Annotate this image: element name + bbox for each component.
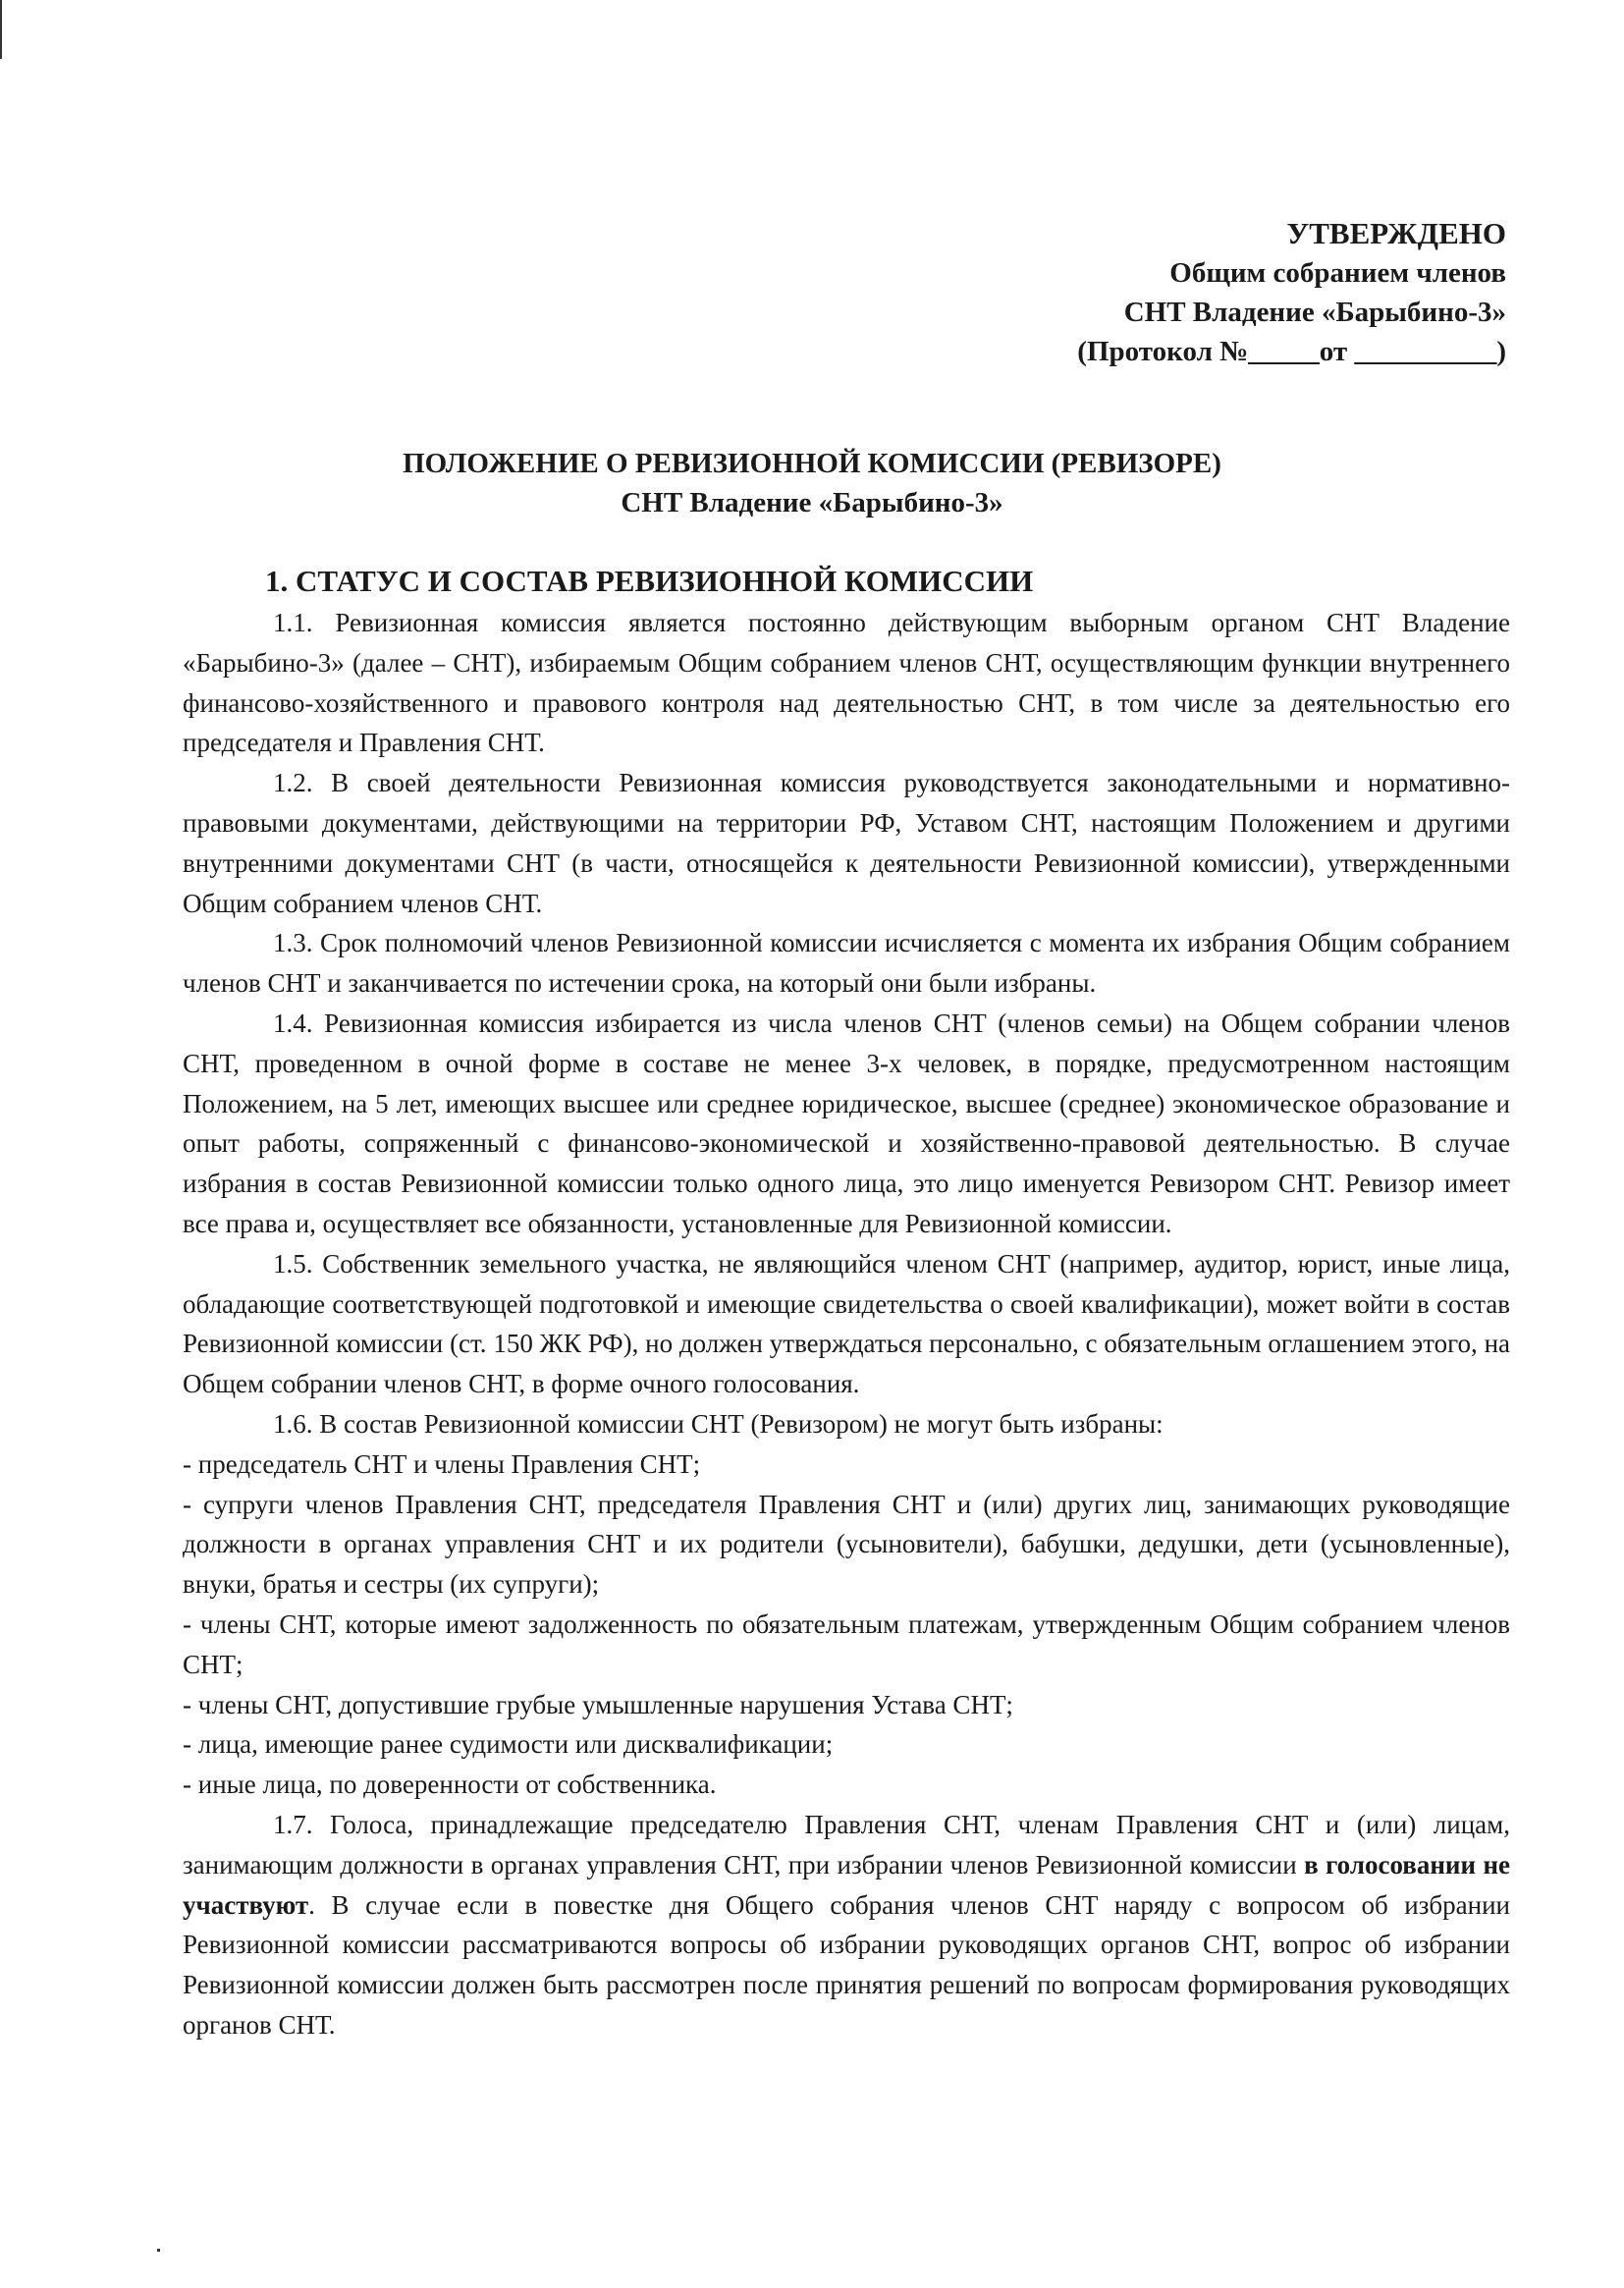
list-item: - супруги членов Правления СНТ, председателя Правления СНТ и (или) других лиц, занимающих руководящие должности в органах управления СНТ и их родители (усыновители), бабушки, дедушки, дети (усыновленные), внуки, братья и сестры (их супруги); bbox=[183, 1489, 1510, 1600]
list-item: - члены СНТ, которые имеют задолженность по обязательным платежам, утвержденным Общим собранием членов СНТ; bbox=[183, 1608, 1510, 1679]
list-item: - иные лица, по доверенности от собственника. bbox=[183, 1770, 717, 1800]
bold-emphasis: в голосовании не участвуют bbox=[183, 1849, 1510, 1920]
paragraph-text: 1.7. Голоса, принадлежащие председателю Правления СНТ, членам Правления СНТ и (или) лицам, занимающим должности в органах управления СНТ, при избрании членов Ревизионной комиссии bbox=[183, 1809, 1510, 1879]
scan-speck bbox=[157, 2249, 160, 2252]
list-item: - члены СНТ, допустившие грубые умышленные нарушения Устава СНТ; bbox=[183, 1689, 1013, 1719]
paragraph-1-5: 1.5. Собственник земельного участка, не являющийся членом СНТ (например, аудитор, юрист, иные лица, обладающие соответствующей подготовкой и имеющие свидетельства о своей квалификации), может войти в состав Ревизионной комиссии (ст. 150 ЖК РФ), но должен утверждаться персонально, с обязательным оглашением этого, на Общем собрании членов СНТ, в форме очного голосования. bbox=[183, 1248, 1510, 1399]
paragraph-1-6: 1.6. В состав Ревизионной комиссии СНТ (Ревизором) не могут быть избраны: bbox=[273, 1408, 1164, 1439]
paragraph-1-7 bbox=[183, 1805, 1510, 2045]
scan-edge-line bbox=[0, 0, 2, 59]
paragraph-1-1: 1.1. Ревизионная комиссия является постоянно действующим выборным органом СНТ Владение «Барыбино-3» (далее – СНТ), избираемым Общим собранием членов СНТ, осуществляющим функции внутреннего финансово-хозяйственного и правового контроля над деятельностью СНТ, в том числе за деятельностью его председателя и Правления СНТ. bbox=[183, 608, 1510, 758]
approval-line: СНТ Владение «Барыбино-3» bbox=[1123, 297, 1506, 328]
document-title bbox=[0, 444, 1624, 522]
list-item: - председатель СНТ и члены Правления СНТ; bbox=[183, 1448, 701, 1479]
approval-block bbox=[1077, 214, 1506, 371]
document-body bbox=[183, 560, 1510, 2045]
approval-heading: УТВЕРЖДЕНО bbox=[1286, 216, 1506, 250]
approval-protocol: (Протокол №_____от __________) bbox=[1077, 336, 1506, 367]
paragraph-1-2: 1.2. В своей деятельности Ревизионная комиссия руководствуется законодательными и нормативно-правовыми документами, действующими на территории РФ, Уставом СНТ, настоящим Положением и другими внутренними документами СНТ (в части, относящейся к деятельности Ревизионной комиссии), утвержденными Общим собранием членов СНТ. bbox=[183, 768, 1510, 918]
list-item: - лица, имеющие ранее судимости или дисквалификации; bbox=[183, 1729, 834, 1760]
approval-line: Общим собранием членов bbox=[1169, 257, 1506, 289]
paragraph-1-3: 1.3. Срок полномочий членов Ревизионной комиссии исчисляется с момента их избрания Общим собранием членов СНТ и заканчивается по истечении срока, на который они были избраны. bbox=[183, 928, 1510, 999]
title-subline: СНТ Владение «Барыбино-3» bbox=[621, 487, 1003, 518]
paragraph-1-4: 1.4. Ревизионная комиссия избирается из числа членов СНТ (членов семьи) на Общем собрании членов СНТ, проведенном в очной форме в составе не менее 3-х человек, в порядке, предусмотренном настоящим Положением, на 5 лет, имеющих высшее или среднее юридическое, высшее (среднее) экономическое образование и опыт работы, сопряженный с финансово-экономической и хозяйственно-правовой деятельностью. В случае избрания в состав Ревизионной комиссии только одного лица, это лицо именуется Ревизором СНТ. Ревизор имеет все права и, осуществляет все обязанности, установленные для Ревизионной комиссии. bbox=[183, 1008, 1510, 1238]
title-line: ПОЛОЖЕНИЕ О РЕВИЗИОННОЙ КОМИССИИ (РЕВИЗОРЕ) bbox=[403, 448, 1221, 479]
paragraph-text: . В случае если в повестке дня Общего собрания членов СНТ наряду с вопросом об избрании Ревизионной комиссии рассматриваются вопросы об избрании руководящих органов СНТ, вопрос об избрании Ревизионной комиссии должен быть рассмотрен после принятия решений по вопросам формирования руководящих органов СНТ. bbox=[183, 1889, 1510, 2040]
section-heading: 1. СТАТУС И СОСТАВ РЕВИЗИОННОЙ КОМИССИИ bbox=[265, 564, 1034, 598]
